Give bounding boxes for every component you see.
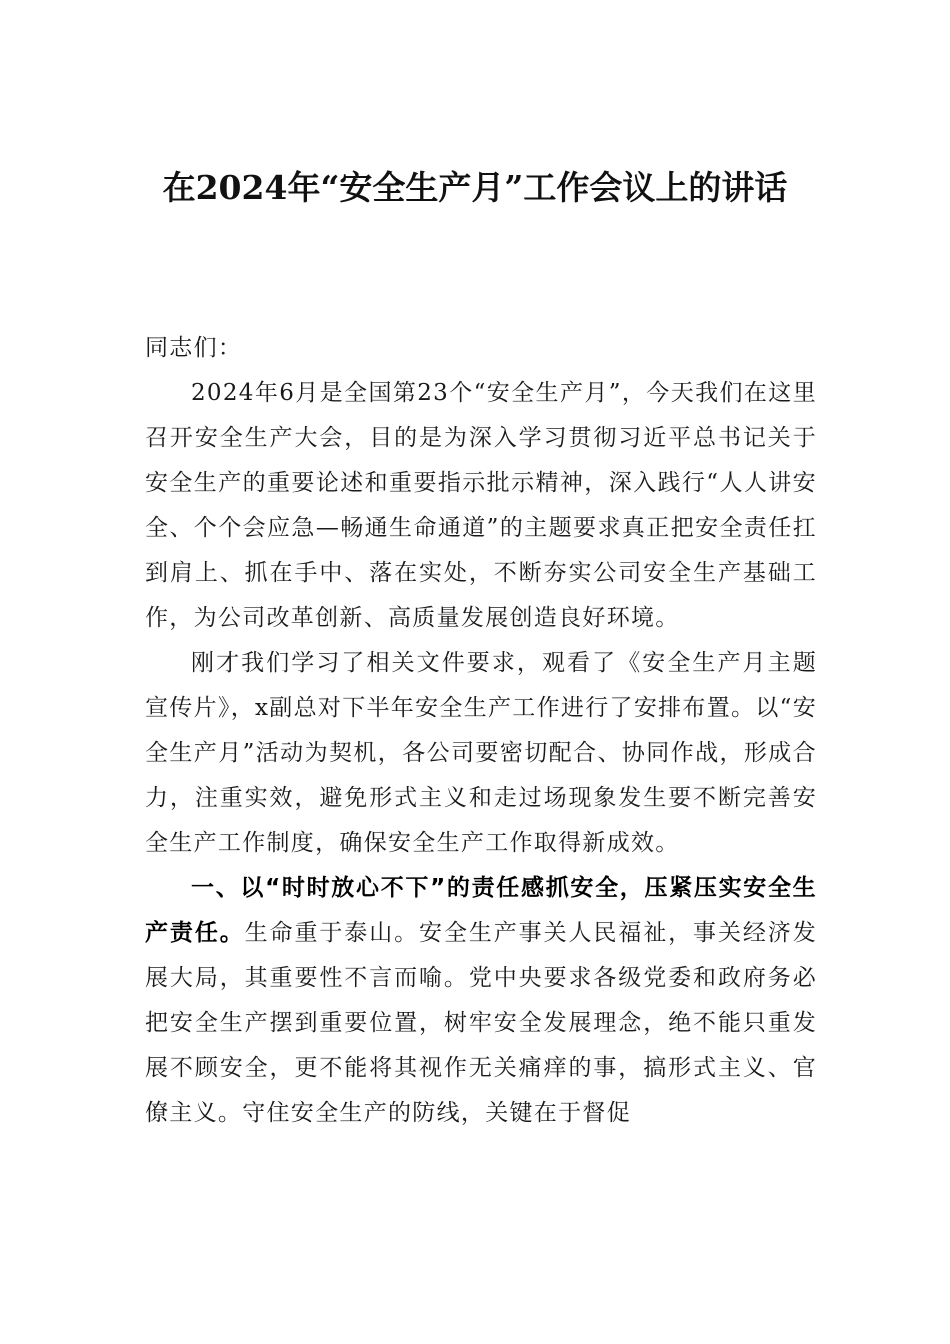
section-one-heading: 一、以“时时放心不下”的责任感抓安全，压紧压实安全生产责任。	[145, 875, 817, 946]
section-one-paragraph	[145, 866, 817, 1136]
document-title: 在2024年“安全生产月”工作会议上的讲话	[162, 168, 788, 207]
paragraph-review: 刚才我们学习了相关文件要求，观看了《安全生产月主题宣传片》，x副总对下半年安全生产工作进行了安排布置。以“安全生产月”活动为契机，各公司要密切配合、协同作战，形成合力，注重实效，避免形式主义和走过场现象发生要不断完善安全生产工作制度，确保安全生产工作取得新成效。	[145, 650, 817, 856]
salutation: 同志们：	[145, 335, 243, 361]
paragraph-intro: 2024年6月是全国第23个“安全生产月”，今天我们在这里召开安全生产大会，目的是为深入学习贯彻习近平总书记关于安全生产的重要论述和重要指示批示精神，深入践行“人人讲安全、个个会应急—畅通生命通道”的主题要求真正把安全责任扛到肩上、抓在手中、落在实处，不断夯实公司安全生产基础工作，为公司改革创新、高质量发展创造良好环境。	[145, 380, 817, 631]
section-one-text: 生命重于泰山。安全生产事关人民福祉，事关经济发展大局，其重要性不言而喻。党中央要求各级党委和政府务必把安全生产摆到重要位置，树牢安全发展理念，绝不能只重发展不顾安全，更不能将其视作无关痛痒的事，搞形式主义、官僚主义。守住安全生产的防线，关键在于督促	[145, 920, 818, 1126]
document-body	[145, 326, 817, 1136]
